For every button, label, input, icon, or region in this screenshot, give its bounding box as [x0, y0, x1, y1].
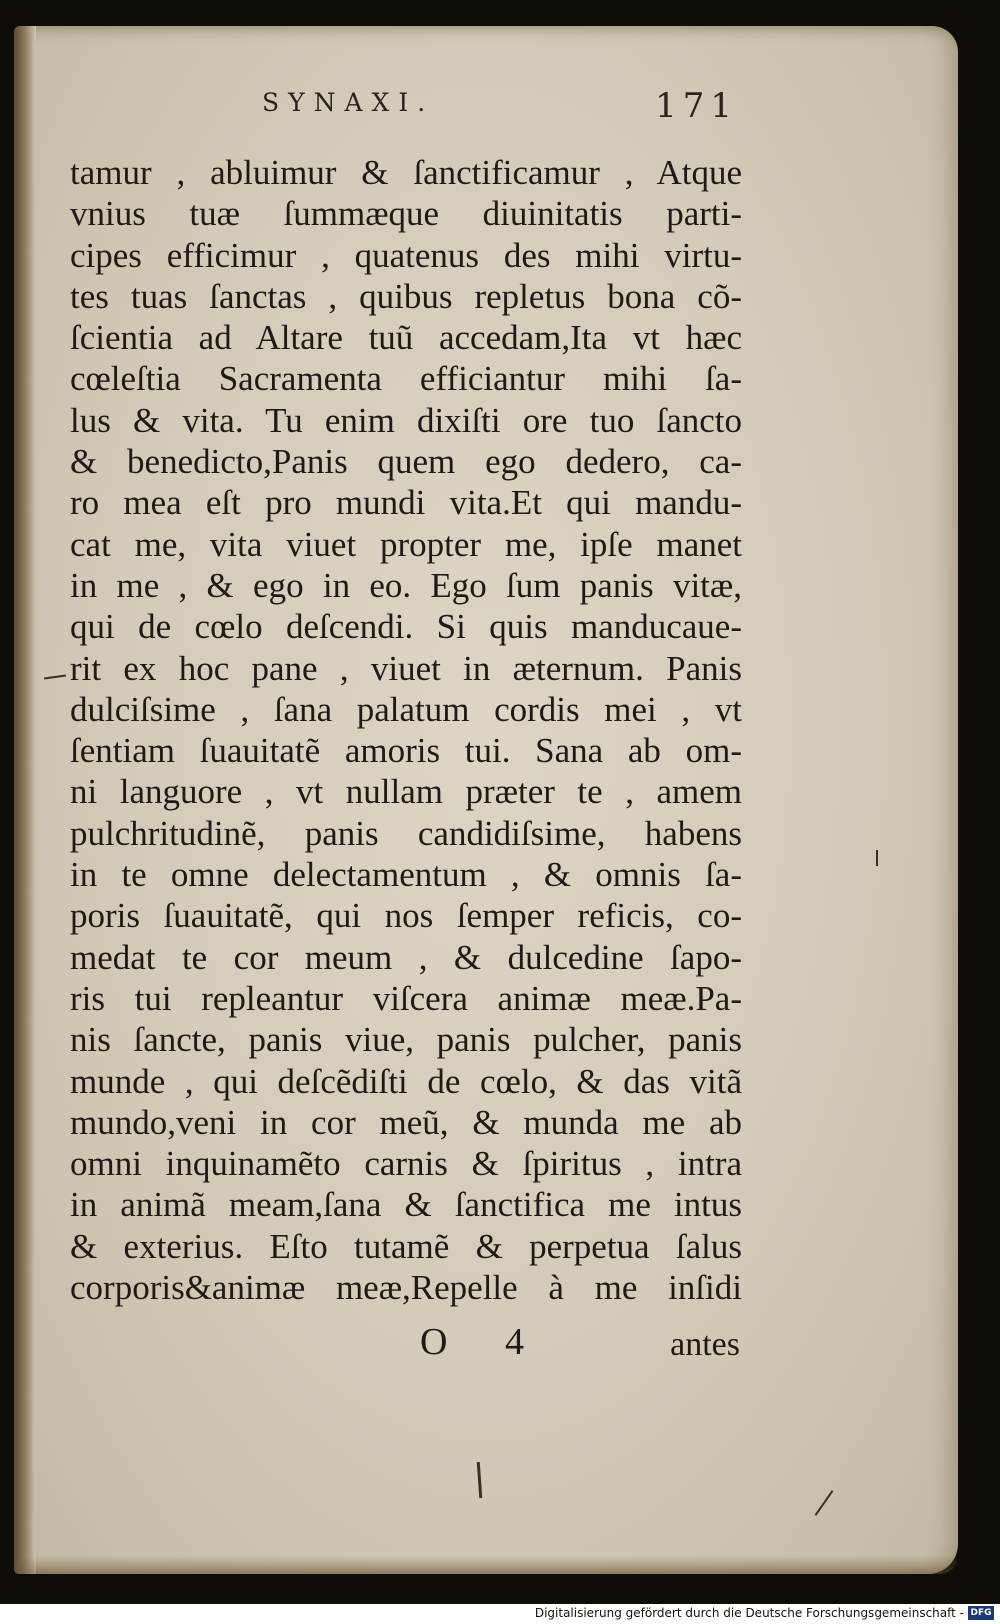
stray-mark [876, 850, 878, 866]
funding-credit: Digitalisierung gefördert durch die Deutsche Forschungsgemeinschaft - [534, 1606, 964, 1620]
text-line: in animã meam,ſana & ſanctifica me intus [70, 1185, 742, 1225]
catchword: antes [670, 1326, 740, 1363]
running-head [70, 86, 740, 126]
page-bottom-edge [14, 1556, 958, 1574]
page-number: 171 [655, 86, 738, 126]
text-line: pulchritudinẽ, panis candidiſsime, habens [70, 813, 742, 853]
text-line: medat te cor meum , & dulcedine ſapo- [70, 937, 742, 977]
text-line: lus & vita. Tu enim dixiſti ore tuo ſancto [70, 400, 742, 440]
running-head-title: SYNAXI. [262, 88, 435, 117]
text-line: cipes efficimur , quatenus des mihi virtu- [70, 235, 742, 275]
text-line: dulciſsime , ſana palatum cordis mei , vt [70, 689, 742, 729]
catchline [70, 1320, 742, 1364]
text-line: mundo,veni in cor meũ, & munda me ab [70, 1102, 742, 1142]
text-line: tamur , abluimur & ſanctificamur , Atque [70, 153, 742, 192]
text-line: tes tuas ſanctas , quibus repletus bona cõ- [70, 276, 742, 316]
text-line: ro mea eſt pro mundi vita.Et qui mandu- [70, 483, 742, 523]
text-line: ſentiam ſuauitatẽ amoris tui. Sana ab om- [70, 731, 742, 771]
text-line: & exterius. Eſto tutamẽ & perpetua ſalus [70, 1226, 742, 1266]
text-line: corporis&animæ meæ,Repelle à me inſidi [70, 1268, 742, 1308]
text-line: ſcientia ad Altare tuũ accedam,Ita vt hæc [70, 318, 742, 358]
text-line: & benedicto,Panis quem ego dedero, ca- [70, 442, 742, 482]
dfg-logo: DFG [968, 1606, 994, 1620]
text-line: in te omne delectamentum , & omnis ſa- [70, 855, 742, 895]
footer-bar [0, 1604, 1000, 1624]
text-line: ris tui repleantur viſcera animæ meæ.Pa- [70, 978, 742, 1018]
text-line: vnius tuæ ſummæque diuinitatis parti- [70, 194, 742, 234]
text-line: poris ſuauitatẽ, qui nos ſemper reficis, co- [70, 896, 742, 936]
body-text [70, 152, 742, 1308]
text-line: cat me, vita viuet propter me, ipſe manet [70, 524, 742, 564]
signature-mark: O 4 [420, 1321, 548, 1363]
text-line: munde , qui deſcẽdiſti de cœlo, & das vitã [70, 1061, 742, 1101]
text-line: ni languore , vt nullam præter te , amem [70, 772, 742, 812]
text-line: in me , & ego in eo. Ego ſum panis vitæ, [70, 565, 742, 605]
text-line: rit ex hoc pane , viuet in æternum. Panis [70, 648, 742, 688]
text-line: qui de cœlo deſcendi. Si quis manducaue- [70, 607, 742, 647]
text-line: cœleſtia Sacramenta efficiantur mihi ſa- [70, 359, 742, 399]
page-gutter [14, 26, 36, 1574]
text-line: nis ſancte, panis viue, panis pulcher, panis [70, 1020, 742, 1060]
text-line: omni inquinamẽto carnis & ſpiritus , intra [70, 1144, 742, 1184]
